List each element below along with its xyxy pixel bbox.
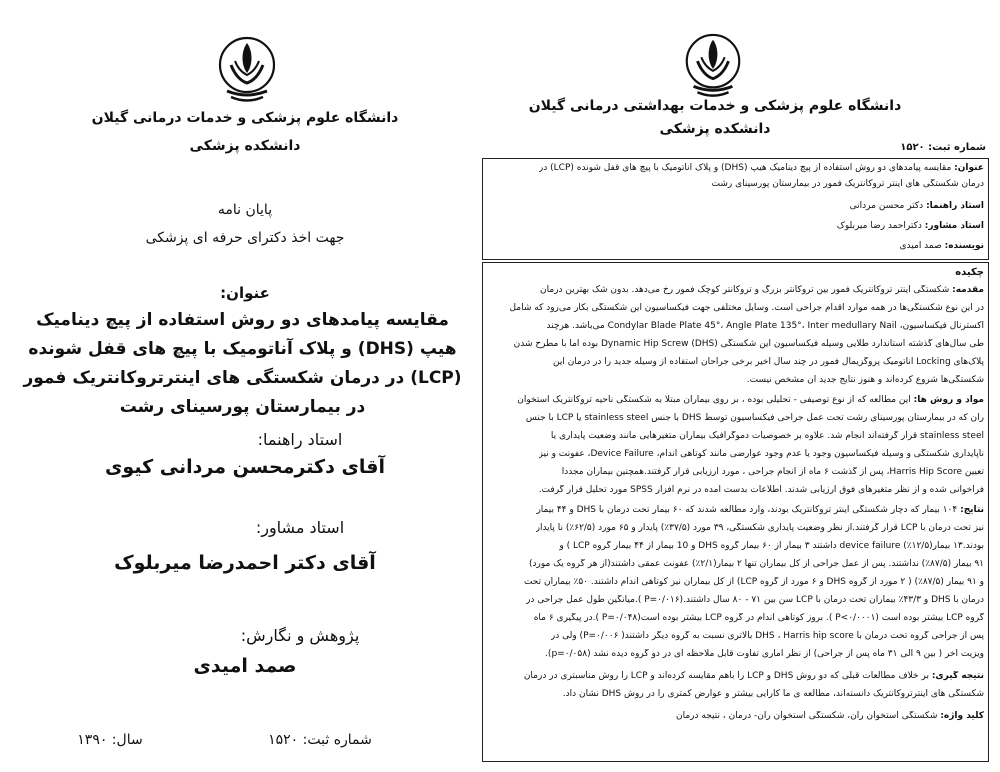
abstract-line (539, 485, 984, 495)
abstract-line (676, 711, 984, 721)
abstract-line (553, 357, 984, 367)
info-label: نویسنده: (944, 241, 984, 251)
abstract-line (536, 505, 984, 515)
abstract-line (509, 303, 984, 313)
abstract-line (526, 413, 984, 423)
abstract-text: این مطالعه که از نوع توصیفی - تحلیلی بوده ، بر روی بیماران مبتلا به شکستگی ناحیه تروکانتریک استخوان (517, 395, 911, 405)
abstract-text: ناپایداری شکستگی و وسیله فیکساسیون وجود یا عدم وجود عوارضی مانند کوتاهی اندام، Device Failure، عفونت و نیز (538, 449, 984, 459)
abstract-text: پس از جراحی گروه تحت درمان با DHS ، Harris hip score بالاتری نسبت به گروه دیگر داشتند( P=۰/۰۰۶) ولی در (550, 631, 984, 641)
abstract-box (482, 262, 989, 762)
abstract-text: stainless steel قرار گرفته‌اند انجام شد. علاوه بر خصوصیات دموگرافیک بیماران متغیرهایی مانند وضعیت پایداری یا (550, 431, 984, 441)
info-line (539, 163, 984, 173)
abstract-line (551, 631, 984, 641)
abstract-line (562, 467, 984, 477)
thesis-year: سال: ۱۳۹۰ (77, 732, 143, 748)
abstract-label: مواد و روش ها: (913, 395, 984, 405)
info-label: عنوان: (954, 163, 984, 173)
info-text: دکتراحمد رضا میربلوک (836, 221, 922, 231)
abstract-line (559, 541, 984, 551)
abstract-line (514, 339, 984, 349)
registration-number: شماره ثبت: ۱۵۲۰ (268, 732, 372, 748)
abstract-line (526, 595, 984, 605)
title-label: عنوان: (220, 284, 270, 302)
abstract-label: مقدمه: (952, 285, 984, 295)
info-line (837, 221, 984, 231)
abstract-page (470, 0, 1000, 772)
info-line (712, 179, 985, 189)
researcher-label: پژوهش و نگارش: (240, 626, 360, 645)
abstract-text: در این نوع شکستگی‌ها در همه موارد اقدام جراحی است. وسایل مختلفی جهت فیکساسیون این شکستگی بکار می‌رود که شامل (509, 303, 984, 313)
abstract-line (747, 375, 984, 385)
abstract-line (540, 285, 984, 295)
info-label: استاد راهنما: (926, 201, 984, 211)
abstract-text: و ۹۱ بیمار (۸۷/۵٪) ( ۲ مورد از گروه DHS و ۶ مورد از گروه LCP) از کل بیماران نیز کوتاهی اندام داشتند. ۵۰٪ بیماران تحت (523, 577, 984, 587)
abstract-text: فراخوانی شده و از نظر متغیرهای فوق ارزیابی شدند. اطلاعات بدست آمده در نرم افزار SPSS مورد تحلیل قرار گرفت. (538, 485, 984, 495)
info-line (850, 201, 984, 211)
degree-label: جهت اخذ دکترای حرفه ای پزشکی (145, 230, 345, 246)
advisor-label: استاد راهنما: (257, 430, 343, 449)
abstract-text: اکسترنال فیکساسیون، Condylar Blade Plate 45°، Angle Plate 135°، Inter medullary Nail می‌باشد. هرچند (546, 321, 984, 331)
info-label: استاد مشاور: (924, 221, 984, 231)
abstract-text: شکستگی های اینترتروکانتریک دانسته‌اند، مطالعه ی ما کارایی بیشتر و عوارض کمتری را در روش DHS نشان داد. (562, 689, 984, 699)
abstract-text: شکستگی استخوان ران، شکستگی استخوان ران- درمان ، نتیجه درمان (675, 711, 938, 721)
university-emblem-icon (683, 32, 743, 100)
info-text: مقایسه پیامدهای دو روش استفاده از پیچ دینامیک هیپ (DHS) و پلاک آناتومیک با پیچ های قفل شونده (LCP) در (538, 163, 952, 173)
abstract-text: نیز تحت درمان با LCP قرار گرفتند.از نظر وضعیت پایداری شکستگی، ۳۹ مورد (۳۷/۵٪) پایدار و ۶۵ مورد (۶۲/۵٪) نا پایدار (535, 523, 984, 533)
abstract-text: طی سال‌های گذشته استاندارد طلایی وسیله فیکساسیون این شکستگی Dynamic Hip Screw (DHS) بوده اما با مطرح شدن (513, 339, 984, 349)
abstract-line (539, 449, 984, 459)
abstract-line (545, 649, 984, 659)
thesis-label: پایان نامه (217, 202, 273, 218)
abstract-text: بر خلاف مطالعات قبلی که دو روش DHS و LCP را باهم مقایسه کرده‌اند و LCP را روش مناسبتری در درمان (523, 671, 929, 681)
thesis-info-box (482, 158, 989, 260)
abstract-text: درمان با DHS و ۴۳/۳٪ بیماران تحت درمان با LCP سن بین ۷۱ - ۸۰ سال داشتند.(P=۰/۰۱۶ ).میانگین طول عمل جراحی در (526, 595, 984, 605)
consultant-label: استاد مشاور: (255, 518, 345, 537)
abstract-line (524, 577, 984, 587)
abstract-text: ویزیت آخر ( بین ۹ الی ۳۱ ماه پس از جراحی) از نظر آماری تفاوت قابل ملاحظه ای در دو گروه دیده نشد (p=۰/۰۵۸). (545, 649, 984, 659)
advisor-name: آقای دکترمحسن مردانی کیوی (105, 456, 385, 478)
abstract-line (529, 559, 984, 569)
abstract-label: کلید واژه: (940, 711, 984, 721)
abstract-line (517, 395, 984, 405)
abstract-text: شکستگی اینتر تروکانتریک فمور بین تروکانتر بزرگ و تروکانتر کوچک فمور رخ می‌دهد. بدون شک بهترین درمان (540, 285, 950, 295)
abstract-heading: چکیده (955, 267, 984, 278)
info-text: صمد امیدی (899, 241, 942, 251)
consultant-name: آقای دکتر احمدرضا میربلوک (114, 552, 376, 574)
university-name: دانشگاه علوم پزشکی و خدمات بهداشتی درمانی گیلان (528, 98, 902, 114)
abstract-text: ۹۱ بیمار (۸۷/۵٪) نداشتند. پس از عمل جراحی از کل بیماران تنها ۲ بیمار(۲/۱٪) عفونت عمقی داشتند(از هر گروه یک مورد) (528, 559, 984, 569)
abstract-label: نتیجه گیری: (931, 671, 984, 681)
abstract-text: ۱۰۴ بیمار که دچار شکستگی اینتر تروکانتریک بودند، وارد مطالعه شدند که ۶۰ بیمار تحت درمان با DHS و ۴۴ بیمار (536, 505, 958, 515)
abstract-text: بودند.۱۳ بیمار(۱۲/۵٪) device failure داشتند ۳ بیمار از ۶۰ بیمار گروه DHS و 10 بیمار از ۴۴ بیمار گروه LCP ) و (559, 541, 984, 551)
researcher-name: صمد امیدی (193, 655, 297, 677)
university-name: دانشگاه علوم پزشکی و خدمات درمانی گیلان (91, 110, 399, 126)
info-text: درمان شکستگی های اینتر تروکانتریک فمور در بیمارستان پورسینای رشت (711, 179, 984, 189)
abstract-line (524, 671, 984, 681)
thesis-cover-page (0, 0, 470, 772)
abstract-line (551, 431, 984, 441)
info-text: دکتر محسن مردانی (849, 201, 924, 211)
faculty-name: دانشکده پزشکی (659, 121, 771, 137)
abstract-text: گروه LCP بیشتر بوده است (P<۰/۰۰۰۱ ). بروز کوتاهی اندام در گروه LCP بیشتر بوده است(P=۰/۰۴۸ ).در پیگیری ۶ ماه (533, 613, 984, 623)
registration-number: شماره ثبت: ۱۵۲۰ (900, 142, 986, 153)
abstract-label: نتایج: (960, 505, 984, 515)
info-line (900, 241, 984, 251)
abstract-line (534, 613, 984, 623)
abstract-line (547, 321, 984, 331)
abstract-line (563, 689, 984, 699)
abstract-text: پلاک‌های Locking آناتومیک پروگزیمال فمور در چند سال اخیر برخی جراحان استفاده از وسیله جدید را در درمان این (552, 357, 984, 367)
abstract-line (536, 523, 984, 533)
abstract-text: تعیین Harris Hip Score، پس از گذشت ۶ ماه از انجام جراحی ، مورد ارزیابی قرار گرفتند.همچنین بیماران مجددا (561, 467, 984, 477)
university-emblem-icon (217, 35, 277, 105)
thesis-title: مقایسه پیامدهای دو روش استفاده از پیچ دینامیک هیپ (DHS) و پلاک آناتومیک با پیچ های قفل شونده (LCP) در درمان شکستگی های اینترتروکانتریک فمور در بیمارستان پورسینای رشت (23, 310, 462, 417)
faculty-name: دانشکده پزشکی (189, 138, 301, 154)
abstract-text: ران که در بیمارستان پورسینای رشت تحت عمل جراحی فیکساسیون توسط DHS با جنس stainless steel یا LCP با جنس (525, 413, 984, 423)
abstract-text: شکستگی‌ها شروع کرده‌اند و هنوز نتایج جدید آن مشخص نیست. (746, 375, 984, 385)
